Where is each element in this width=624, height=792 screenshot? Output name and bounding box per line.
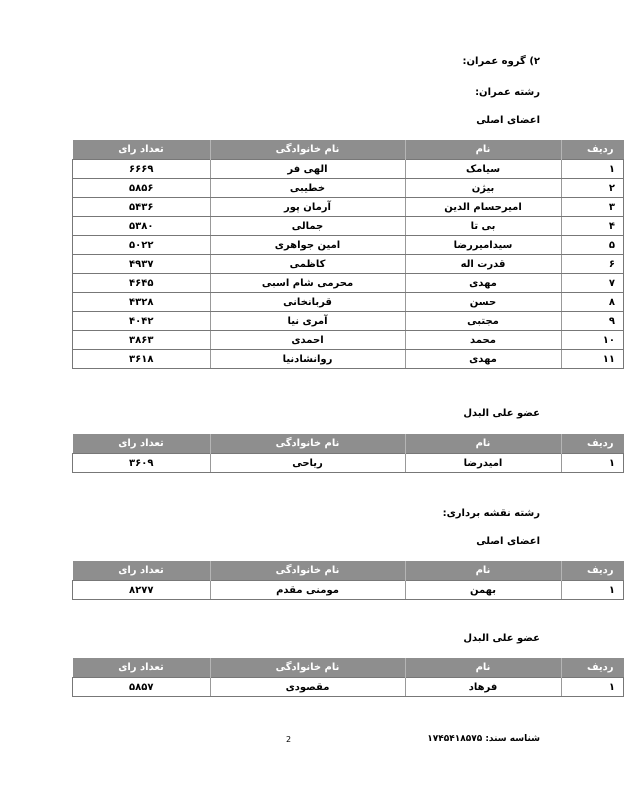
subheading-alternate-member: عضو علی البدل — [463, 408, 540, 419]
cell-family-name: محرمی شام اسبی — [210, 274, 405, 293]
cell-row-number: ۱ — [561, 160, 624, 179]
column-header-votes: تعداد رای — [73, 434, 211, 454]
table-row — [73, 350, 624, 369]
cell-name: بیژن — [405, 179, 561, 198]
column-header-family-name: نام خانوادگی — [210, 140, 405, 160]
cell-family-name: خطیبی — [210, 179, 405, 198]
cell-row-number: ۱ — [561, 454, 624, 473]
cell-row-number: ۲ — [561, 179, 624, 198]
column-header-name: نام — [405, 658, 561, 678]
cell-votes: ۵۰۲۲ — [73, 236, 211, 255]
column-header-family-name: نام خانوادگی — [210, 561, 405, 581]
subheading-main-members-surveying: اعضای اصلی — [476, 536, 540, 547]
survey-main-members-table — [72, 561, 624, 600]
cell-family-name: جمالی — [210, 217, 405, 236]
cell-votes: ۴۶۴۵ — [73, 274, 211, 293]
major-heading-civil: رشته عمران: — [475, 87, 540, 98]
column-header-row-number: ردیف — [561, 561, 624, 581]
table-row — [73, 678, 624, 697]
subheading-alternate-member-surveying: عضو علی البدل — [463, 633, 540, 644]
cell-family-name: آمری نیا — [210, 312, 405, 331]
cell-votes: ۴۳۲۸ — [73, 293, 211, 312]
cell-row-number: ۳ — [561, 198, 624, 217]
column-header-row-number: ردیف — [561, 140, 624, 160]
cell-name: سیدامیررضا — [405, 236, 561, 255]
cell-row-number: ۹ — [561, 312, 624, 331]
cell-votes: ۶۶۶۹ — [73, 160, 211, 179]
cell-family-name: احمدی — [210, 331, 405, 350]
survey-alternate-member-table — [72, 658, 624, 697]
cell-family-name: مومنی مقدم — [210, 581, 405, 600]
cell-name: حسن — [405, 293, 561, 312]
table-header-row — [73, 561, 624, 581]
cell-votes: ۳۶۰۹ — [73, 454, 211, 473]
cell-name: مهدی — [405, 350, 561, 369]
cell-row-number: ۷ — [561, 274, 624, 293]
cell-name: محمد — [405, 331, 561, 350]
table-header-row — [73, 140, 624, 160]
cell-name: مهدی — [405, 274, 561, 293]
cell-votes: ۵۴۳۶ — [73, 198, 211, 217]
cell-votes: ۵۳۸۰ — [73, 217, 211, 236]
table-row — [73, 581, 624, 600]
cell-name: امیدرضا — [405, 454, 561, 473]
cell-family-name: کاظمی — [210, 255, 405, 274]
major-heading-surveying: رشته نقشه برداری: — [442, 508, 540, 519]
cell-votes: ۸۲۷۷ — [73, 581, 211, 600]
column-header-name: نام — [405, 140, 561, 160]
cell-votes: ۵۸۵۷ — [73, 678, 211, 697]
cell-family-name: روانشادنیا — [210, 350, 405, 369]
cell-family-name: آرمان پور — [210, 198, 405, 217]
cell-votes: ۳۸۶۳ — [73, 331, 211, 350]
civil-main-members-table — [72, 140, 624, 369]
table-row — [73, 198, 624, 217]
cell-row-number: ۸ — [561, 293, 624, 312]
column-header-row-number: ردیف — [561, 434, 624, 454]
cell-votes: ۵۸۵۶ — [73, 179, 211, 198]
table-row — [73, 293, 624, 312]
cell-row-number: ۴ — [561, 217, 624, 236]
cell-row-number: ۱ — [561, 678, 624, 697]
cell-family-name: قربانخانی — [210, 293, 405, 312]
cell-name: قدرت اله — [405, 255, 561, 274]
cell-name: فرهاد — [405, 678, 561, 697]
civil-alternate-member-table — [72, 434, 624, 473]
cell-name: بی تا — [405, 217, 561, 236]
cell-name: سیامک — [405, 160, 561, 179]
table-row — [73, 312, 624, 331]
cell-row-number: ۱۰ — [561, 331, 624, 350]
table-row — [73, 255, 624, 274]
cell-votes: ۴۰۴۲ — [73, 312, 211, 331]
cell-name: بهمن — [405, 581, 561, 600]
column-header-row-number: ردیف — [561, 658, 624, 678]
section-heading-civil-group: ۲) گروه عمران: — [462, 56, 540, 67]
cell-family-name: امین جواهری — [210, 236, 405, 255]
column-header-family-name: نام خانوادگی — [210, 434, 405, 454]
column-header-name: نام — [405, 561, 561, 581]
page-number: 2 — [286, 735, 292, 744]
table-header-row — [73, 658, 624, 678]
table-row — [73, 179, 624, 198]
cell-family-name: ریاحی — [210, 454, 405, 473]
cell-votes: ۳۶۱۸ — [73, 350, 211, 369]
subheading-main-members: اعضای اصلی — [476, 115, 540, 126]
cell-votes: ۴۹۳۷ — [73, 255, 211, 274]
table-row — [73, 160, 624, 179]
table-row — [73, 236, 624, 255]
column-header-name: نام — [405, 434, 561, 454]
table-row — [73, 274, 624, 293]
cell-row-number: ۱۱ — [561, 350, 624, 369]
cell-family-name: مقصودی — [210, 678, 405, 697]
table-row — [73, 331, 624, 350]
table-header-row — [73, 434, 624, 454]
table-row — [73, 454, 624, 473]
cell-row-number: ۵ — [561, 236, 624, 255]
cell-row-number: ۶ — [561, 255, 624, 274]
column-header-family-name: نام خانوادگی — [210, 658, 405, 678]
cell-name: مجتبی — [405, 312, 561, 331]
column-header-votes: تعداد رای — [73, 658, 211, 678]
column-header-votes: تعداد رای — [73, 140, 211, 160]
cell-family-name: الهی فر — [210, 160, 405, 179]
cell-name: امیرحسام الدین — [405, 198, 561, 217]
table-row — [73, 217, 624, 236]
cell-row-number: ۱ — [561, 581, 624, 600]
column-header-votes: تعداد رای — [73, 561, 211, 581]
document-id: شناسه سند: ۱۷۴۵۴۱۸۵۷۵ — [427, 734, 540, 744]
